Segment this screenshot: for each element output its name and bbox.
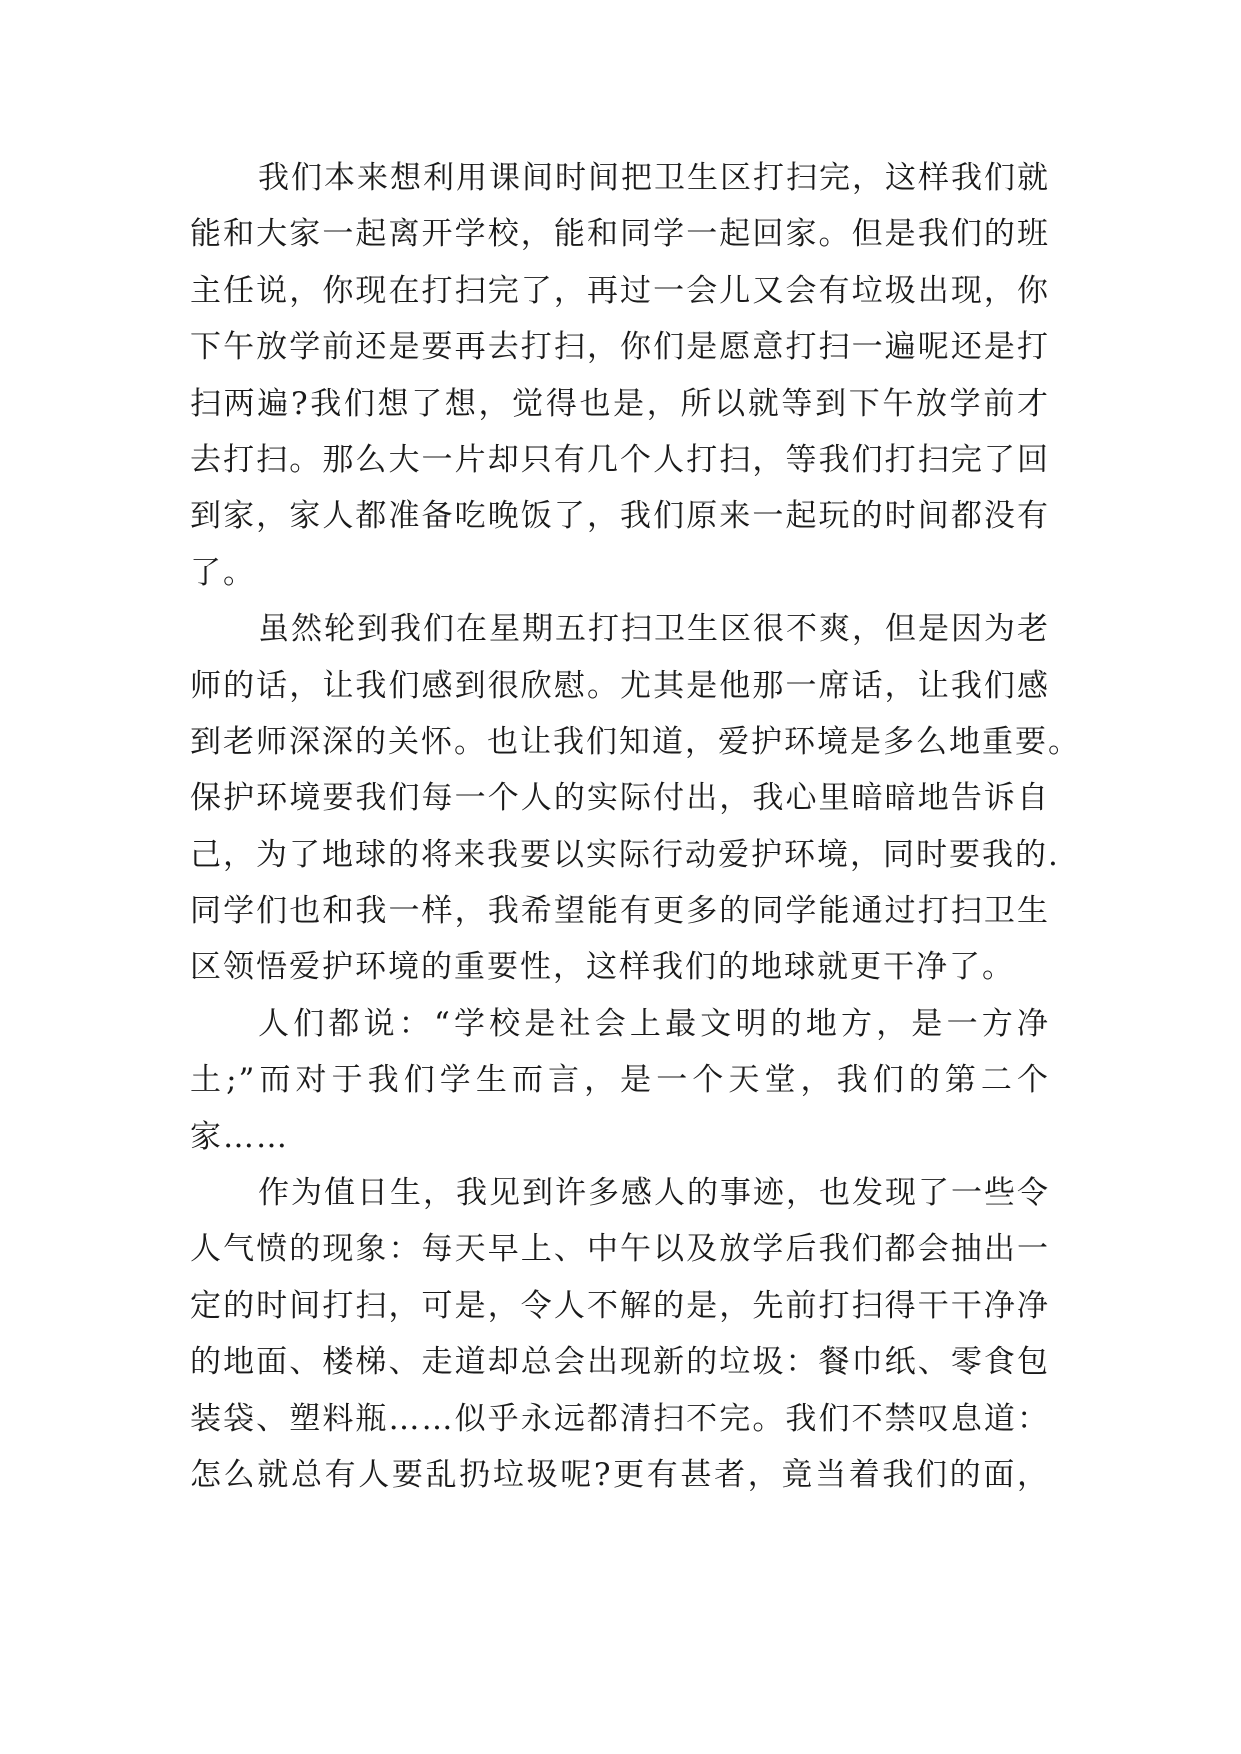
- text-line: 虽然轮到我们在星期五打扫卫生区很不爽，但是因为老: [258, 611, 1050, 648]
- text-line: 到家，家人都准备吃晚饭了，我们原来一起玩的时间都没有: [190, 498, 1050, 535]
- text-line: 怎么就总有人要乱扔垃圾呢?更有甚者，竟当着我们的面，: [190, 1456, 1050, 1493]
- paragraph-2: [190, 601, 1081, 996]
- text-line: 能和大家一起离开学校，能和同学一起回家。但是我们的班: [190, 216, 1050, 253]
- paragraph-3: [190, 996, 1050, 1165]
- paragraph-4: [190, 1165, 1050, 1503]
- paragraph-1: [190, 150, 1050, 601]
- text-line: 土;”而对于我们学生而言，是一个天堂，我们的第二个: [190, 1062, 1050, 1099]
- text-line: 到老师深深的关怀。也让我们知道，爱护环境是多么地重要。: [190, 723, 1081, 760]
- text-line: 主任说，你现在打扫完了，再过一会儿又会有垃圾出现，你: [190, 272, 1050, 309]
- text-line: 装袋、塑料瓶……似乎永远都清扫不完。我们不禁叹息道：: [190, 1400, 1050, 1437]
- text-line: 的地面、楼梯、走道却总会出现新的垃圾：餐巾纸、零食包: [190, 1344, 1050, 1381]
- text-line: 区领悟爱护环境的重要性，这样我们的地球就更干净了。: [190, 949, 1015, 986]
- text-line: 人们都说：“学校是社会上最文明的地方，是一方净: [258, 1005, 1050, 1042]
- text-line: 人气愤的现象：每天早上、中午以及放学后我们都会抽出一: [190, 1231, 1050, 1268]
- text-line: 家……: [190, 1118, 289, 1155]
- text-line: 下午放学前还是要再去打扫，你们是愿意打扫一遍呢还是打: [190, 329, 1050, 366]
- text-line: 作为值日生，我见到许多感人的事迹，也发现了一些令: [258, 1175, 1050, 1212]
- text-line: 师的话，让我们感到很欣慰。尤其是他那一席话，让我们感: [190, 667, 1050, 704]
- text-line: 扫两遍?我们想了想，觉得也是，所以就等到下午放学前才: [190, 385, 1050, 422]
- document-body: [190, 150, 1081, 1503]
- text-line: 去打扫。那么大一片却只有几个人打扫，等我们打扫完了回: [190, 441, 1050, 478]
- text-line: 己，为了地球的将来我要以实际行动爱护环境，同时要我的.: [190, 836, 1060, 873]
- text-line: 同学们也和我一样，我希望能有更多的同学能通过打扫卫生: [190, 893, 1050, 930]
- text-line: 保护环境要我们每一个人的实际付出，我心里暗暗地告诉自: [190, 780, 1050, 817]
- text-line: 定的时间打扫，可是，令人不解的是，先前打扫得干干净净: [190, 1287, 1050, 1324]
- text-line: 我们本来想利用课间时间把卫生区打扫完，这样我们就: [258, 160, 1050, 196]
- text-line: 了。: [190, 554, 256, 591]
